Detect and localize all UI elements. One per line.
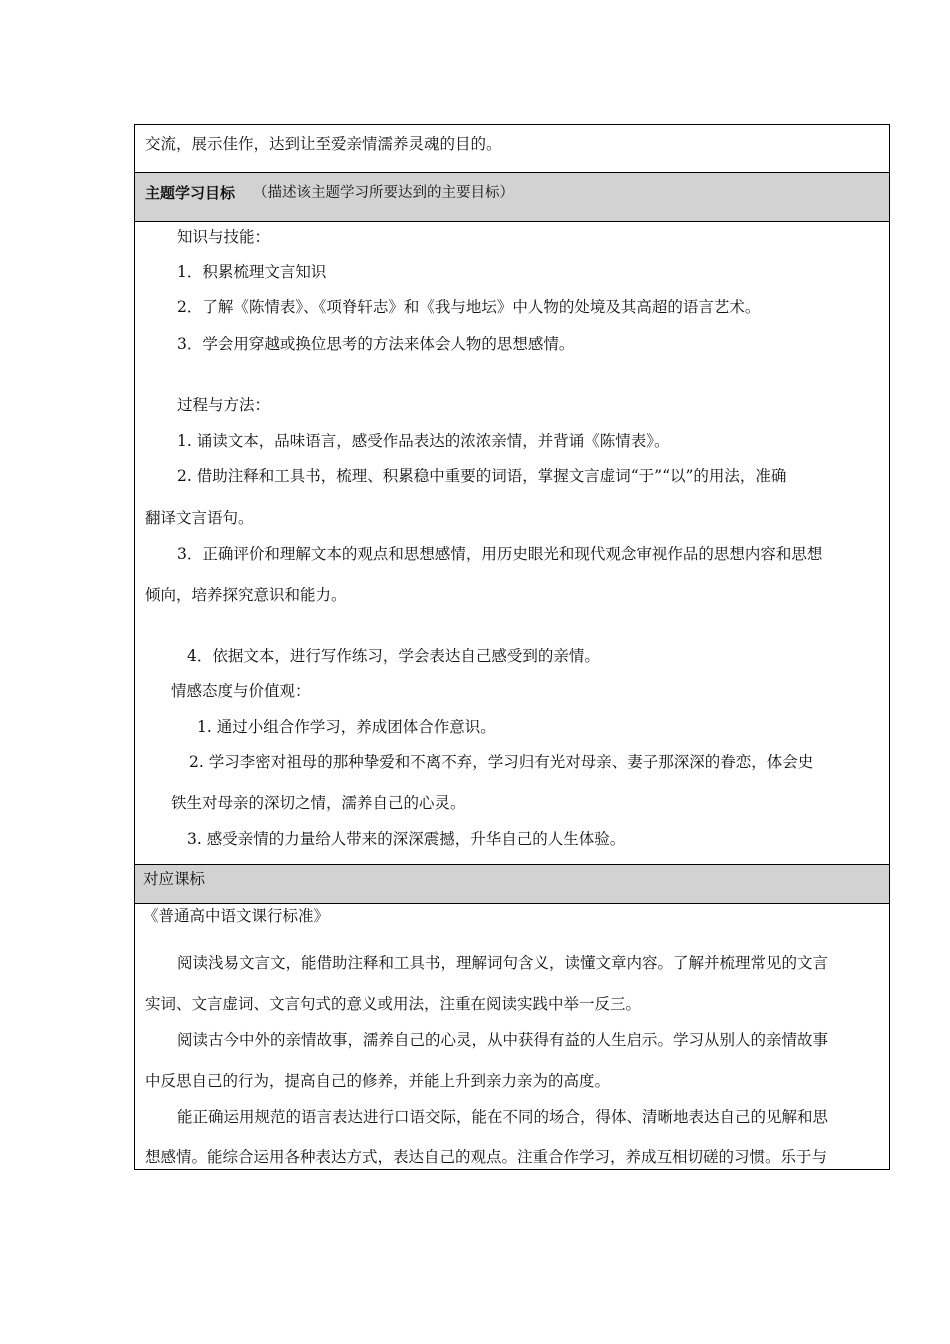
- knowledge-item-3: 3．学会用穿越或换位思考的方法来体会人物的思想感情。: [177, 335, 575, 353]
- standards-p2-line-1: 阅读古今中外的亲情故事，濡养自己的心灵，从中获得有益的人生启示。学习从别人的亲情故事: [177, 1031, 829, 1049]
- process-item-2-line-1: 2. 借助注释和工具书，梳理、积累稳中重要的词语，掌握文言虚词“于”“以”的用法，准确: [177, 467, 787, 485]
- standards-source: 《普通高中语文课行标准》: [143, 907, 330, 925]
- row-divider: [135, 903, 889, 904]
- row-divider: [135, 221, 889, 222]
- process-item-3-line-1: 3．正确评价和理解文本的观点和思想感情，用历史眼光和现代观念审视作品的思想内容和思想: [177, 545, 823, 563]
- process-item-3-line-2: 倾向，培养探究意识和能力。: [145, 586, 347, 604]
- lesson-plan-table: [134, 124, 890, 1170]
- process-item-2-line-2: 翻译文言语句。: [145, 509, 254, 527]
- process-item-4: 4．依据文本，进行写作练习，学会表达自己感受到的亲情。: [187, 647, 600, 665]
- emotion-item-2-line-1: 2. 学习李密对祖母的那种挚爱和不离不弃，学习归有光对母亲、妻子那深深的眷恋，体会史: [189, 753, 814, 771]
- process-item-1: 1. 诵读文本，品味语言，感受作品表达的浓浓亲情，并背诵《陈情表》。: [177, 432, 670, 450]
- standards-header-band: [135, 865, 889, 903]
- emotion-title: 情感态度与价值观：: [171, 682, 311, 700]
- standards-p3-line-1: 能正确运用规范的语言表达进行口语交际，能在不同的场合，得体、清晰地表达自己的见解和思: [177, 1108, 829, 1126]
- standards-p1-line-1: 阅读浅易文言文，能借助注释和工具书，理解词句含义，读懂文章内容。了解并梳理常见的文言: [177, 954, 829, 972]
- emotion-item-3: 3. 感受亲情的力量给人带来的深深震撼，升华自己的人生体验。: [187, 830, 626, 848]
- standards-p3-line-2: 想感情。能综合运用各种表达方式，表达自己的观点。注重合作学习，养成互相切磋的习惯。乐于与: [145, 1148, 828, 1166]
- standards-p2-line-2: 中反思自己的行为，提高自己的修养，并能上升到亲力亲为的高度。: [145, 1072, 611, 1090]
- process-title: 过程与方法：: [177, 396, 271, 414]
- standards-heading: 对应课标: [143, 870, 206, 888]
- emotion-item-2-line-2: 铁生对母亲的深切之情，濡养自己的心灵。: [171, 794, 466, 812]
- goals-heading: 主题学习目标: [145, 184, 236, 202]
- goals-heading-note: （描述该主题学习所要达到的主要目标）: [253, 185, 514, 201]
- emotion-item-1: 1. 通过小组合作学习，养成团体合作意识。: [197, 718, 496, 736]
- knowledge-title: 知识与技能：: [177, 228, 271, 246]
- intro-text: 交流，展示佳作，达到让至爱亲情濡养灵魂的目的。: [145, 135, 502, 153]
- knowledge-item-2: 2．了解《陈情表》、《项脊轩志》和《我与地坛》中人物的处境及其高超的语言艺术。: [177, 298, 761, 316]
- knowledge-item-1: 1．积累梳理文言知识: [177, 263, 327, 281]
- standards-p1-line-2: 实词、文言虚词、文言句式的意义或用法，注重在阅读实践中举一反三。: [145, 995, 642, 1013]
